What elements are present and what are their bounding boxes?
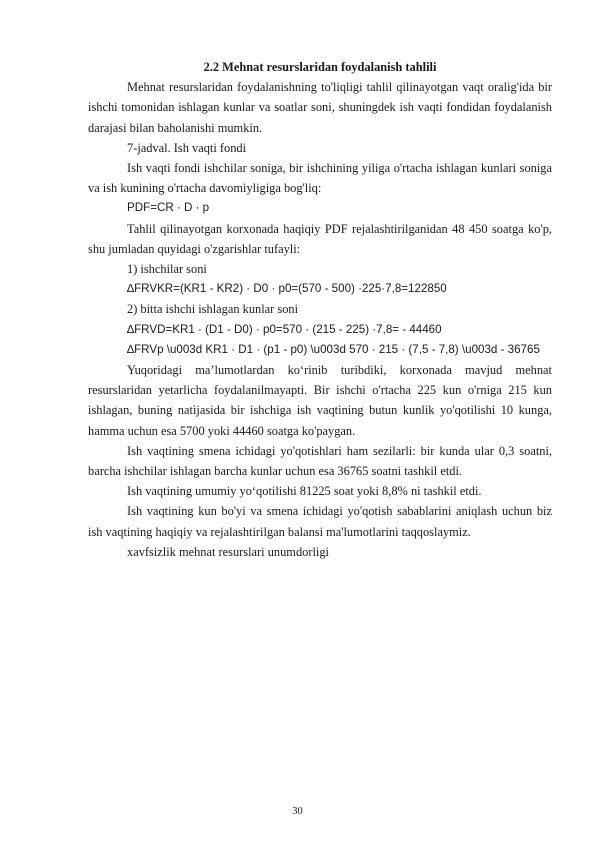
- paragraph-total-loss: Ish vaqtining umumiy yo‘qotilishi 81225 soat yoki 8,8% ni tashkil etdi.: [127, 484, 482, 499]
- paragraph-conclusion: Yuqoridagi ma’lumotlardan ko‘rinib turibdiki, korxonada mavjud mehnat resurslaridan yetarlicha foydalanilmayapti. Bir ishchi o'rtacha 225 kun o'rniga 215 kun ishlagan, buning natijasida bir ishchiga ish vaqtining butun kunlik yo'qotilishi 10 kunga, hamma uchun esa 5700 yoki 44460 soatga ko'paygan.: [88, 363, 552, 438]
- paragraph-balance: Ish vaqtining kun bo'yi va smena ichidagi yo'qotish sabablarini aniqlash uchun biz ish vaqtining haqiqiy va rejalashtirilgan balansi ma'lumotlarini taqqoslaymiz.: [88, 504, 552, 539]
- formula-kr: ∆FRVKR=(KR1 - KR2) · D0 · p0=(570 - 500) ·225·7,8=122850: [127, 282, 447, 296]
- paragraph-dependency: Ish vaqti fondi ishchilar soniga, bir ishchining yiliga o'rtacha ishlagan kunlari soniga va ish kunining o'rtacha davomiyligiga bog'liq:: [88, 161, 552, 196]
- keywords-line: xavfsizlik mehnat resurslari unumdorligi: [127, 544, 329, 559]
- paragraph-analysis: Tahlil qilinayotgan korxonada haqiqiy PDF rejalashtirilganidan 48 450 soatga ko'p, shu jumladan quyidagi o'zgarishlar tufayli:: [88, 221, 552, 256]
- formula-d: ∆FRVD=KR1 · (D1 - D0) · p0=570 · (215 - 225) ·7,8= - 44460: [127, 322, 442, 336]
- formula-pdf: PDF=CR · D · p: [127, 201, 210, 215]
- paragraph-intro: Mehnat resurslaridan foydalanishning to'liqligi tahlil qilinayotgan vaqt oralig'ida bir ishchi tomonidan ishlagan kunlar va soatlar soni, shuningdek ish vaqti fondidan foydalanish darajasi bilan baholanishi mumkin.: [88, 80, 552, 135]
- list-item-workers: 1) ishchilar soni: [127, 262, 207, 277]
- formula-p: ∆FRVp \u003d KR1 · D1 · (p1 - p0) \u003d 570 · 215 · (7,5 - 7,8) \u003d - 36765: [127, 342, 540, 356]
- table-caption: 7-jadval. Ish vaqti fondi: [127, 140, 247, 155]
- document-page: [88, 57, 552, 562]
- paragraph-shift-losses: Ish vaqtining smena ichidagi yo'qotishlari ham sezilarli: bir kunda ular 0,3 soatni, barcha ishchilar ishlagan barcha kunlar uchun esa 36765 soatni tashkil etdi.: [88, 443, 552, 479]
- page-number: 30: [292, 806, 303, 817]
- section-title: 2.2 Mehnat resurslaridan foydalanish tahlili: [203, 60, 437, 74]
- list-item-days: 2) bitta ishchi ishlagan kunlar soni: [127, 302, 299, 317]
